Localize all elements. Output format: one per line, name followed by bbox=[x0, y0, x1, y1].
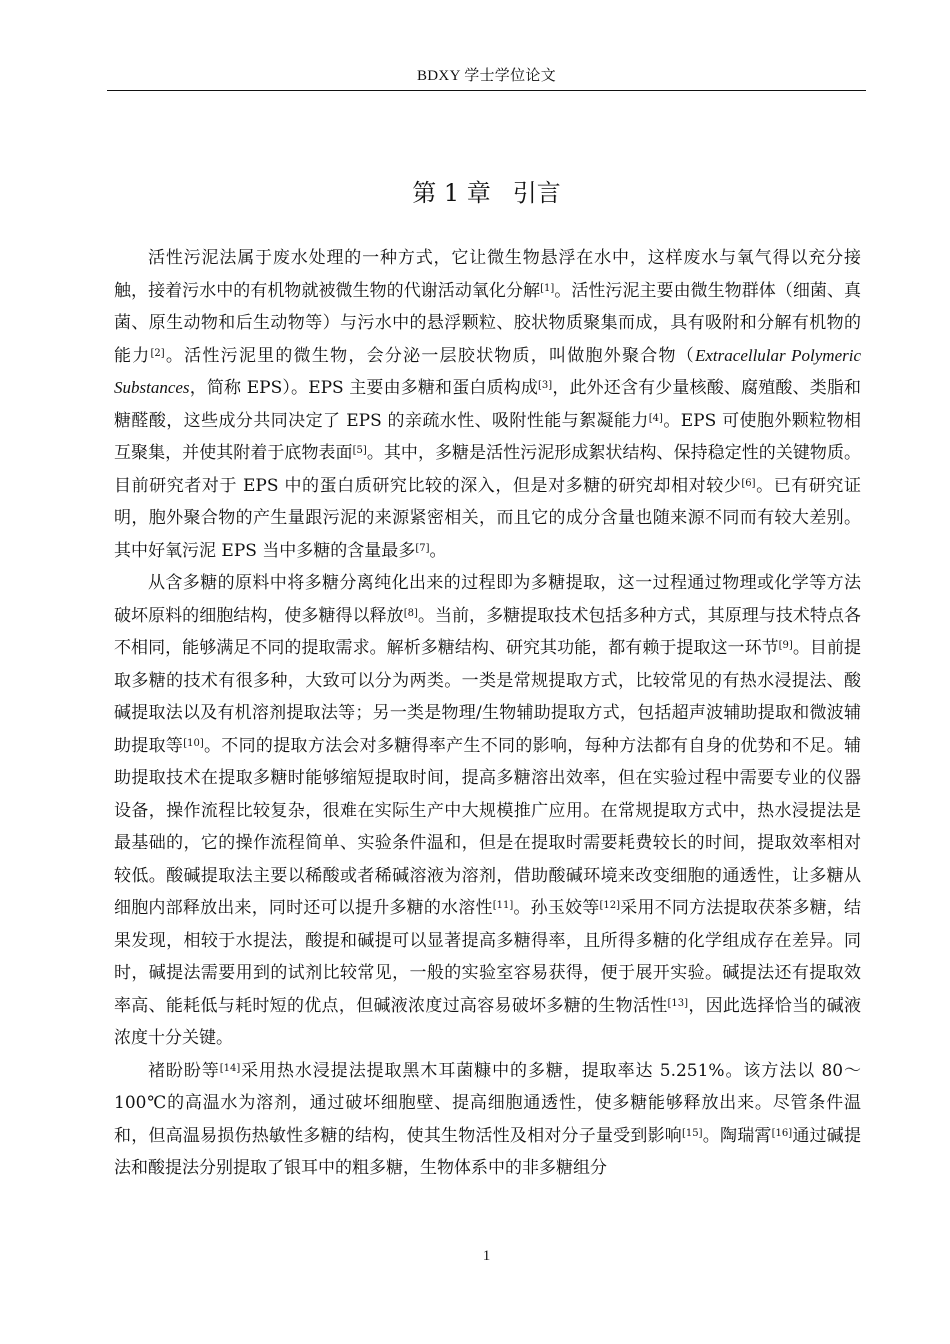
citation-marker: [4] bbox=[648, 412, 663, 424]
citation-marker: [12] bbox=[599, 900, 621, 912]
citation-marker: [3] bbox=[538, 380, 553, 392]
paragraph-text: 。 bbox=[429, 540, 447, 561]
paragraph-text: 采用不同方法提取茯茶多糖，结果发现，相较于水提法，酸提和碱提可以显著提高多糖得率，且所得多糖的化学组成存在差异。同时，碱提法需要用到的试剂比较常见，一般的实验室容易获得，便于展开实验。碱提法还有提取效率高、能耗低与耗时短的优点，但碱液浓度过高容易破坏多糖的生物活性 bbox=[114, 898, 862, 1016]
citation-marker: [9] bbox=[778, 640, 793, 652]
body-paragraph bbox=[114, 567, 861, 1055]
paragraph-text: 从含多糖的原料中将多糖分离纯化出来的过程即为多糖提取，这一过程通过物理或化学等方法破坏原料的细胞结构，使多糖得以释放 bbox=[114, 573, 861, 626]
paragraph-text: 通过碱提法和酸提法分别提取了银耳中的粗多糖，生物体系中的非多糖组分 bbox=[114, 1125, 862, 1178]
citation-marker: [2] bbox=[150, 347, 165, 359]
citation-marker: [11] bbox=[492, 900, 514, 912]
citation-marker: [6] bbox=[741, 477, 756, 489]
citation-marker: [10] bbox=[183, 737, 204, 749]
citation-marker: [1] bbox=[540, 282, 555, 294]
paragraph-text: ，因此选择恰当的碱液浓度十分关键。 bbox=[114, 995, 861, 1048]
paragraph-text: 。陶瑞霄 bbox=[702, 1125, 772, 1146]
paragraph-text: 。孙玉姣等 bbox=[513, 898, 600, 918]
citation-marker: [8] bbox=[403, 607, 418, 619]
paragraph-text: 褚盼盼等 bbox=[148, 1060, 220, 1081]
citation-marker: [5] bbox=[352, 445, 367, 457]
paragraph-text: 。当前，多糖提取技术包括多种方式，其原理与技术特点各不相同，能够满足不同的提取需求。解析多糖结构、研究其功能，都有赖于提取这一环节 bbox=[114, 605, 862, 658]
header-rule bbox=[107, 90, 866, 91]
page-number: 1 bbox=[482, 1248, 491, 1264]
chapter-title bbox=[107, 176, 866, 210]
paragraph-text: ，此外还含有少量核酸、腐殖酸、类脂和糖醛酸，这些成分共同决定了 EPS 的亲疏水性、吸附性能与絮凝能力 bbox=[114, 378, 862, 431]
body-paragraph bbox=[114, 1055, 861, 1185]
paragraph-text: 。EPS 可使胞外颗粒物相互聚集，并使其附着于底物表面 bbox=[114, 410, 861, 463]
chapter-number: 第 1 章 bbox=[412, 179, 491, 207]
citation-marker: [16] bbox=[771, 1127, 793, 1139]
italic-term: Extracellular Polymeric Substances bbox=[114, 345, 861, 397]
paragraph-text: 。不同的提取方法会对多糖得率产生不同的影响，每种方法都有自身的优势和不足。辅助提取技术在提取多糖时能够缩短提取时间，提高多糖溶出效率，但在实验过程中需要专业的仪器设备，操作流程比较复杂，很难在实际生产中大规模推广应用。在常规提取方式中，热水浸提法是最基础的，它的操作流程简单、实验条件温和，但是在提取时需要耗费较长的时间，提取效率相对较低。酸碱提取法主要以稀酸或者稀碱溶液为溶剂，借助酸碱环境来改变细胞的通透性，让多糖从细胞内部释放出来，同时还可以提升多糖的水溶性 bbox=[114, 735, 861, 918]
paragraph-text: 。其中，多糖是活性污泥形成絮状结构、保持稳定性的关键物质。目前研究者对于 EPS 中的蛋白质研究比较的深入，但是对多糖的研究却相对较少 bbox=[114, 443, 862, 496]
paragraph-text: 。目前提取多糖的技术有很多种，大致可以分为两类。一类是常规提取方式，比较常见的有热水浸提法、酸碱提取法以及有机溶剂提取法等；另一类是物理/生物辅助提取方式，包括超声波辅助提取和微波辅助提取等 bbox=[114, 638, 861, 756]
citation-marker: [7] bbox=[415, 542, 430, 554]
paragraph-text: 采用热水浸提法提取黑木耳菌糠中的多糖，提取率达 5.251%。该方法以 80～100℃的高温水为溶剂，通过破坏细胞壁、提高细胞通透性，使多糖能够释放出来。尽管条件温和，但高温易损伤热敏性多糖的结构，使其生物活性及相对分子量受到影响 bbox=[114, 1060, 861, 1146]
paragraph-text: 。已有研究证明，胞外聚合物的产生量跟污泥的来源紧密相关，而且它的成分含量也随来源不同而有较大差别。其中好氧污泥 EPS 当中多糖的含量最多 bbox=[114, 475, 861, 561]
paragraph-text: ，简称 EPS）。EPS 主要由多糖和蛋白质构成 bbox=[189, 378, 538, 398]
running-header: BDXY 学士学位论文 bbox=[417, 68, 556, 84]
citation-marker: [14] bbox=[219, 1062, 241, 1074]
paragraph-text: 活性污泥法属于废水处理的一种方式，它让微生物悬浮在水中，这样废水与氧气得以充分接触，接着污水中的有机物就被微生物的代谢活动氧化分解 bbox=[114, 248, 861, 301]
paragraph-text: 。活性污泥主要由微生物群体（细菌、真菌、原生动物和后生动物等）与污水中的悬浮颗粒、胶状物质聚集而成，具有吸附和分解有机物的能力 bbox=[114, 280, 861, 366]
citation-marker: [15] bbox=[682, 1127, 703, 1139]
chapter-body bbox=[114, 242, 861, 1185]
chapter-name: 引言 bbox=[512, 179, 561, 207]
body-paragraph bbox=[114, 242, 861, 567]
citation-marker: [13] bbox=[667, 997, 689, 1009]
paragraph-text: 。活性污泥里的微生物，会分泌一层胶状物质，叫做胞外聚合物（ bbox=[164, 345, 695, 366]
